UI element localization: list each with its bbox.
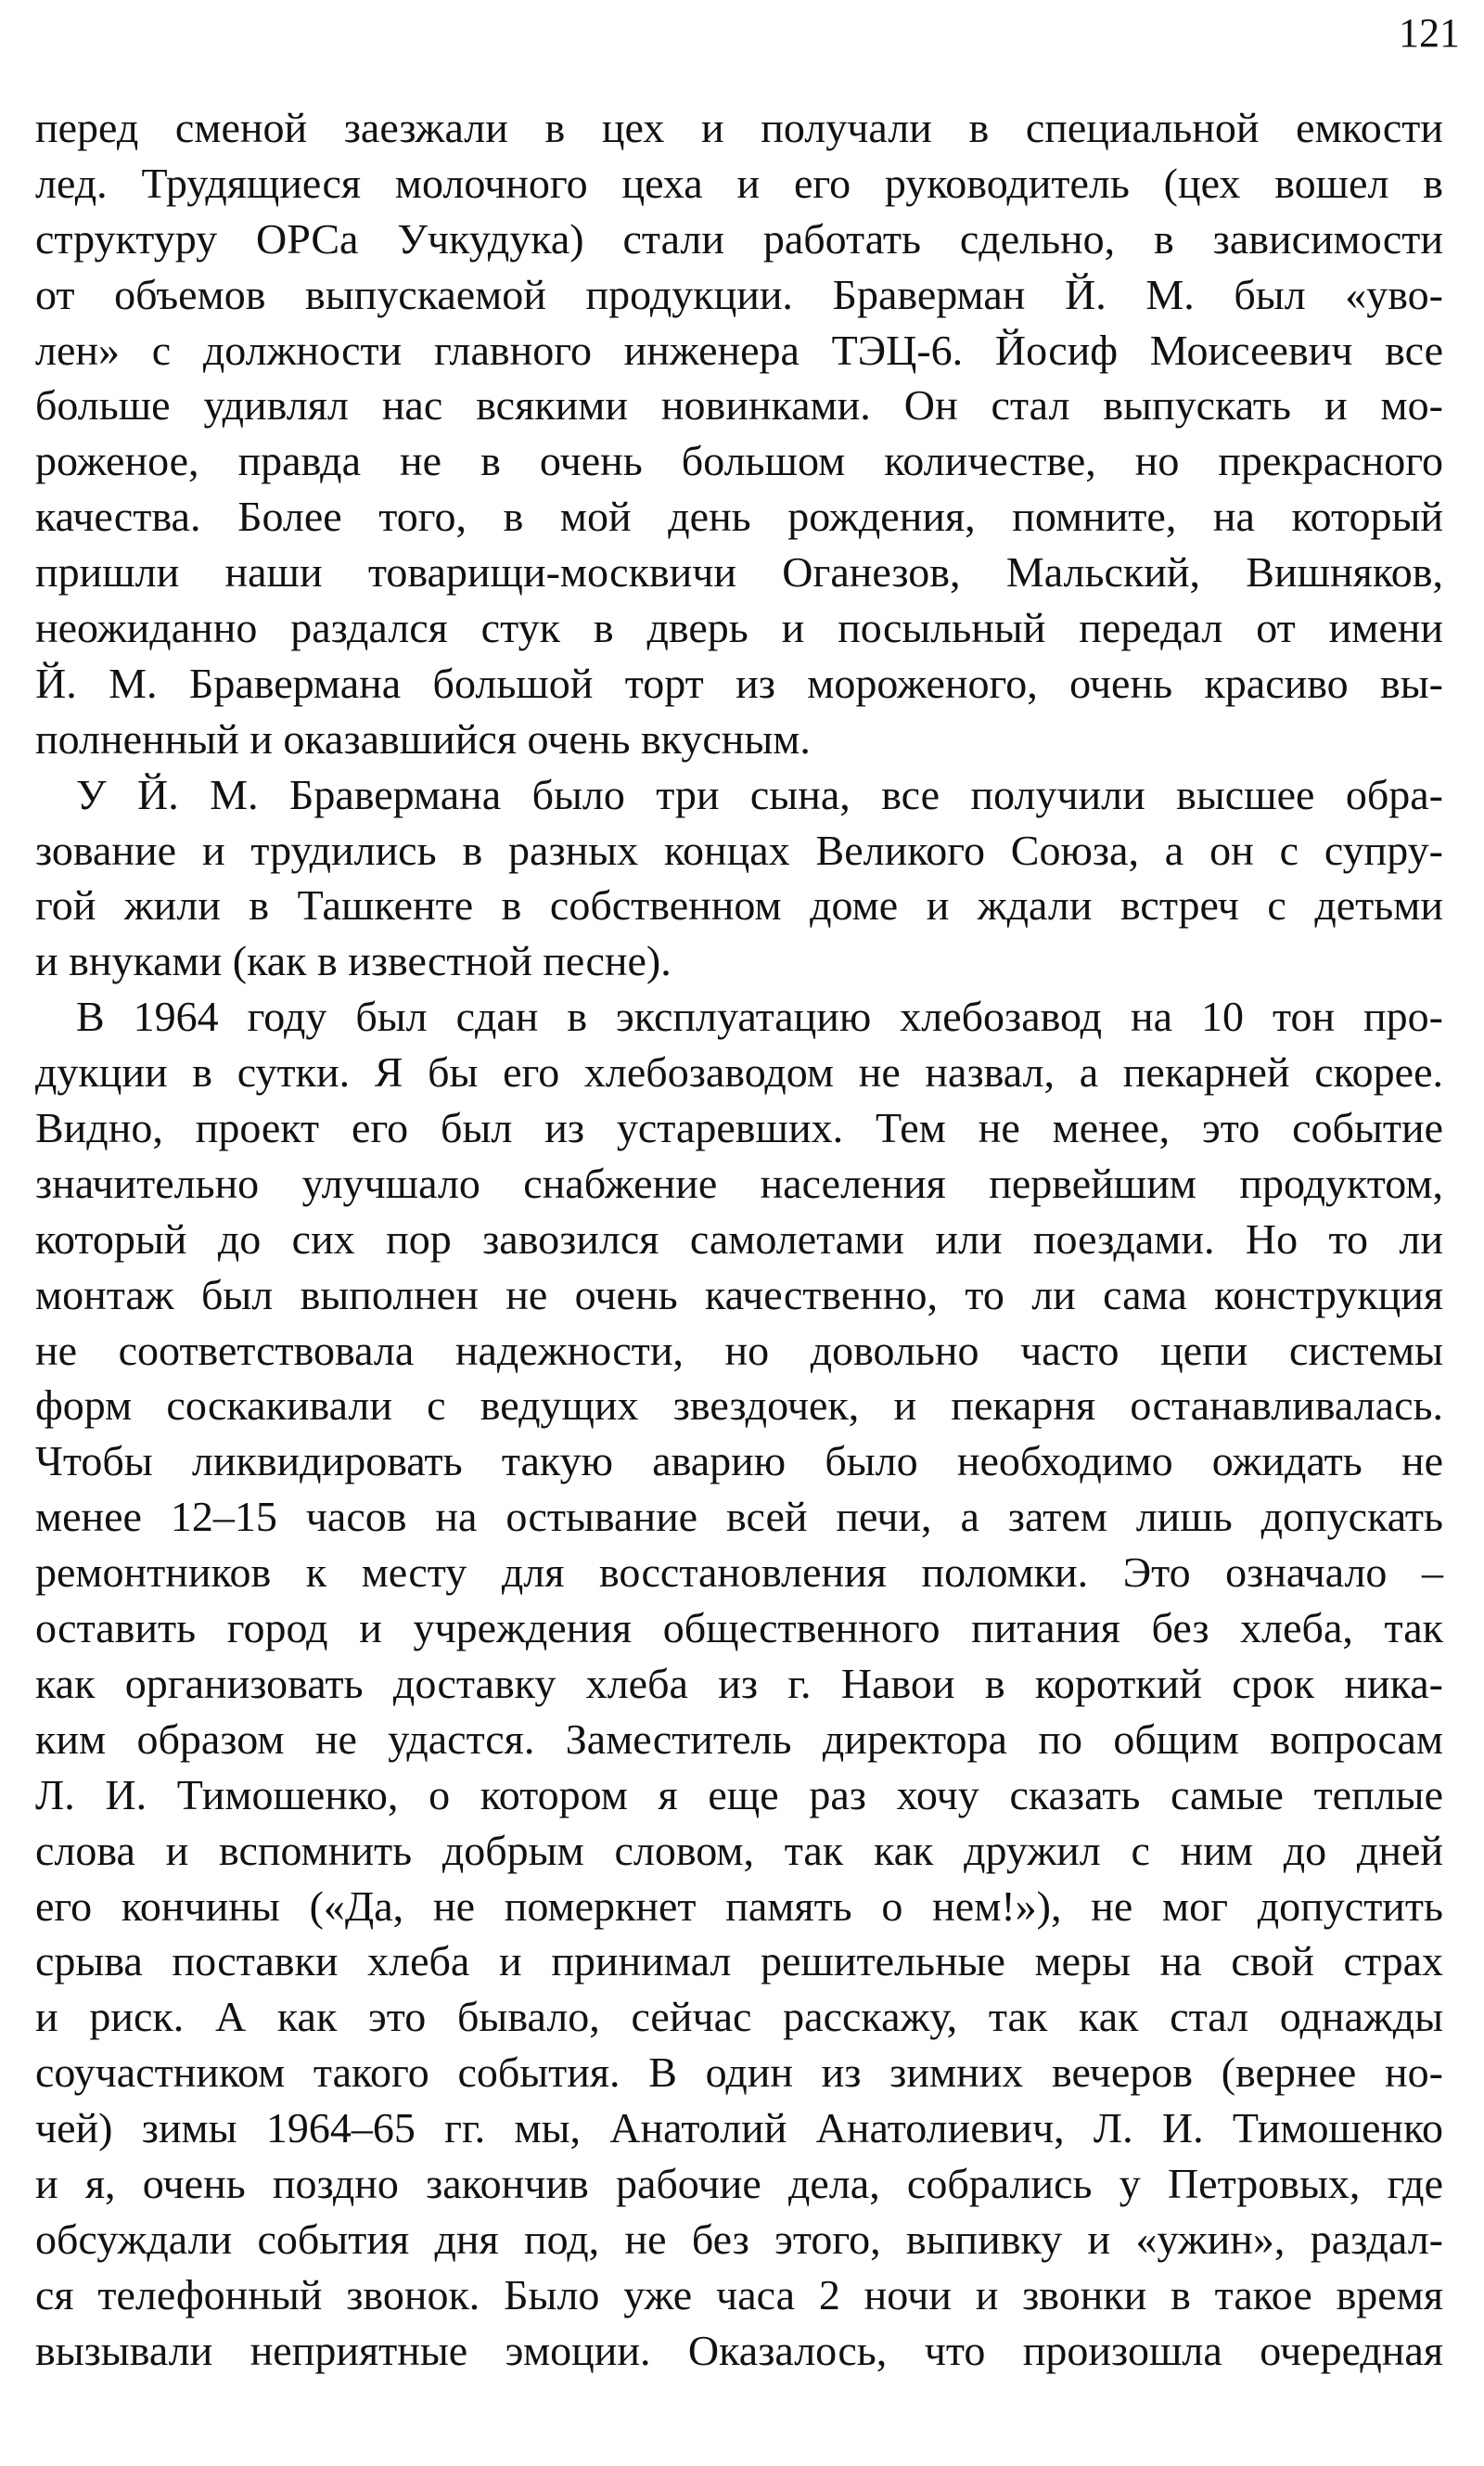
text-line: дукции в сутки. Я бы его хлебозаводом не назвал, а пекарней скорее. [35, 1048, 1443, 1097]
text-line: не соответствовала надежности, но довольно часто цепи системы [35, 1326, 1443, 1374]
text-line: У Й. М. Бравермана было три сына, все получили высшее обра- [76, 770, 1443, 818]
text-line: менее 12–15 часов на остывание всей печи, а затем лишь допускать [35, 1493, 1443, 1541]
text-line: перед сменой заезжали в цех и получали в специальной емкости [35, 104, 1443, 151]
text-line: лед. Трудящиеся молочного цеха и его руководитель (цех вошел в [35, 159, 1443, 207]
text-line: ремонтников к месту для восстановления поломки. Это означало – [35, 1548, 1443, 1597]
text-line: его кончины («Да, не померкнет память о нем!»), не мог допустить [35, 1882, 1443, 1930]
text-line: Чтобы ликвидировать такую аварию было необходимо ожидать не [35, 1437, 1443, 1485]
text-line: роженое, правда не в очень большом количестве, но прекрасного [35, 437, 1443, 485]
page-number: 121 [1399, 10, 1460, 56]
text-line: полненный и оказавшийся очень вкусным. [35, 714, 811, 763]
text-line: гой жили в Ташкенте в собственном доме и ждали встреч с детьми [35, 881, 1443, 930]
text-line: обсуждали события дня под, не без этого, выпивку и «ужин», раздал- [35, 2215, 1443, 2263]
text-line: Л. И. Тимошенко, о котором я еще раз хочу сказать самые теплые [35, 1770, 1443, 1818]
body-text [35, 100, 1443, 2379]
text-line: как организовать доставку хлеба из г. Навои в короткий срок ника- [35, 1659, 1443, 1707]
text-line: слова и вспомнить добрым словом, так как дружил с ним до дней [35, 1826, 1443, 1874]
text-line: больше удивлял нас всякими новинками. Он стал выпускать и мо- [35, 381, 1443, 430]
text-line: вызывали неприятные эмоции. Оказалось, что произошла очередная [35, 2326, 1443, 2374]
text-line: срыва поставки хлеба и принимал решительные меры на свой страх [35, 1937, 1443, 1985]
text-line: В 1964 году был сдан в эксплуатацию хлебозавод на 10 тон про- [76, 993, 1443, 1041]
text-line: монтаж был выполнен не очень качественно, то ли сама конструкция [35, 1270, 1443, 1318]
text-line: соучастником такого события. В один из зимних вечеров (вернее но- [35, 2049, 1443, 2097]
text-line: Видно, проект его был из устаревших. Тем не менее, это событие [35, 1104, 1443, 1152]
text-line: значительно улучшало снабжение населения первейшим продуктом, [35, 1159, 1443, 1207]
text-line: и риск. А как это бывало, сейчас расскажу, так как стал однажды [35, 1993, 1443, 2041]
text-line: неожиданно раздался стук в дверь и посыльный передал от имени [35, 604, 1443, 652]
text-line: лен» с должности главного инженера ТЭЦ-6. Йосиф Моисеевич все [35, 326, 1443, 374]
text-line: оставить город и учреждения общественного питания без хлеба, так [35, 1604, 1443, 1652]
text-line: форм соскакивали с ведущих звездочек, и пекарня останавливалась. [35, 1381, 1443, 1430]
text-line: чей) зимы 1964–65 гг. мы, Анатолий Анатолиевич, Л. И. Тимошенко [35, 2104, 1443, 2152]
text-line: и внуками (как в известной песне). [35, 937, 672, 985]
text-line: пришли наши товарищи-москвичи Оганезов, Мальский, Вишняков, [35, 548, 1443, 597]
text-line: ким образом не удастся. Заместитель директора по общим вопросам [35, 1715, 1443, 1763]
text-line: который до сих пор завозился самолетами или поездами. Но то ли [35, 1214, 1443, 1263]
text-line: Й. М. Бравермана большой торт из мороженого, очень красиво вы- [35, 659, 1443, 707]
text-line: зование и трудились в разных концах Великого Союза, а он с супру- [35, 826, 1443, 874]
text-line: ся телефонный звонок. Было уже часа 2 ночи и звонки в такое время [35, 2270, 1443, 2318]
text-line: качества. Более того, в мой день рождения, помните, на который [35, 493, 1443, 541]
text-line: от объемов выпускаемой продукции. Браверман Й. М. был «уво- [35, 270, 1443, 318]
text-line: и я, очень поздно закончив рабочие дела, собрались у Петровых, где [35, 2159, 1443, 2207]
text-line: структуру ОРСа Учкудука) стали работать сдельно, в зависимости [35, 214, 1443, 263]
